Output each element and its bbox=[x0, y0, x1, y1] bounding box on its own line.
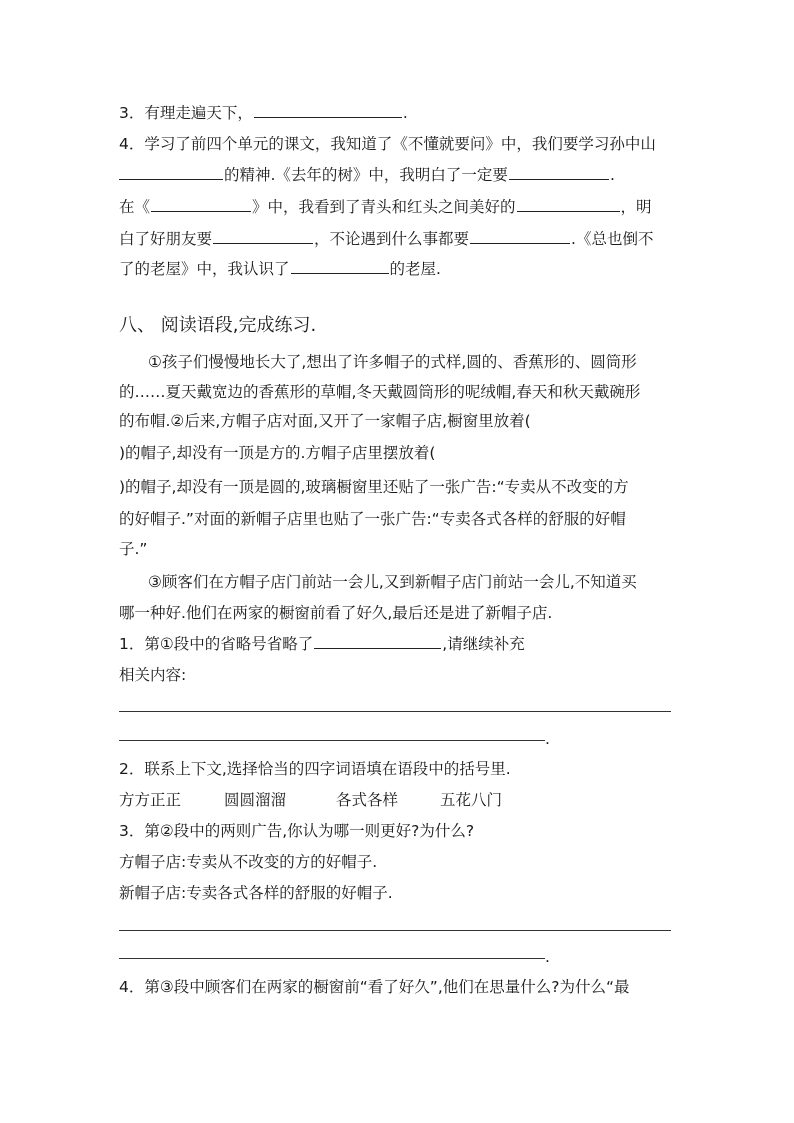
passage-line: )的帽子,却没有一顶是方的.方帽子店里摆放着( bbox=[119, 444, 436, 462]
answer-blank[interactable] bbox=[151, 195, 251, 212]
word-option: 圆圆溜溜 bbox=[224, 791, 287, 809]
answer-end-dot: . bbox=[545, 948, 550, 966]
question-4-line-2: 的精神.《去年的树》中，我明白了一定要 . bbox=[119, 163, 615, 186]
answer-blank[interactable] bbox=[291, 257, 389, 274]
word-option: 五花八门 bbox=[440, 791, 503, 809]
answer-end-dot: . bbox=[545, 730, 550, 748]
passage-line: 哪一种好.他们在两家的橱窗前看了好久,最后还是进了新帽子店. bbox=[119, 604, 553, 622]
passage-line: 的好帽子.”对面的新帽子店里也贴了一张广告:“专卖各式各样的舒服的好帽 bbox=[119, 510, 626, 528]
passage-line: )的帽子,却没有一顶是圆的,玻璃橱窗里还贴了一张广告:“专卖从不改变的方 bbox=[119, 478, 629, 496]
answer-blank[interactable] bbox=[119, 163, 223, 180]
answer-line[interactable] bbox=[119, 930, 671, 931]
question-4-line-4: 白了好朋友要 ，不论遇到什么事都要 .《总也倒不 bbox=[119, 227, 653, 250]
answer-line[interactable] bbox=[119, 740, 545, 741]
question-4-line-1: 4．学习了前四个单元的课文，我知道了《不懂就要问》中，我们要学习孙中山 bbox=[119, 135, 656, 153]
answer-blank[interactable] bbox=[517, 195, 620, 212]
reading-question-2: 2．联系上下文,选择恰当的四字词语填在语段中的括号里. bbox=[119, 760, 511, 778]
reading-question-4: 4．第③段中顾客们在两家的橱窗前“看了好久”,他们在思量什么?为什么“最 bbox=[119, 978, 630, 996]
reading-question-1-prompt: 相关内容: bbox=[119, 666, 187, 684]
section-title: 八、 阅读语段,完成练习. bbox=[119, 315, 317, 336]
passage-line: 的……夏天戴宽边的香蕉形的草帽,冬天戴圆筒形的呢绒帽,春天和秋天戴碗形 bbox=[119, 383, 641, 401]
answer-line[interactable] bbox=[119, 711, 671, 712]
question-4-line-5: 了的老屋》中，我认识了 的老屋. bbox=[119, 257, 441, 280]
passage-line: 子.” bbox=[119, 540, 148, 558]
passage-paragraph-3-line-1: ③顾客们在方帽子店门前站一会儿,又到新帽子店门前站一会儿,不知道买 bbox=[148, 573, 637, 591]
advertisement-1: 方帽子店:专卖从不改变的方的好帽子. bbox=[119, 853, 378, 871]
answer-line[interactable] bbox=[119, 958, 545, 959]
answer-blank[interactable] bbox=[509, 163, 609, 180]
answer-blank[interactable] bbox=[314, 632, 441, 649]
word-option: 各式各样 bbox=[336, 791, 399, 809]
answer-blank[interactable] bbox=[254, 101, 402, 118]
advertisement-2: 新帽子店:专卖各式各样的舒服的好帽子. bbox=[119, 884, 393, 902]
passage-paragraph-1-line-1: ①孩子们慢慢地长大了,想出了许多帽子的式样,圆的、香蕉形的、圆筒形 bbox=[148, 353, 637, 371]
answer-blank[interactable] bbox=[213, 227, 313, 244]
word-option: 方方正正 bbox=[119, 791, 182, 809]
answer-blank[interactable] bbox=[470, 227, 570, 244]
question-3: 3．有理走遍天下， . bbox=[119, 101, 408, 124]
reading-question-1: 1．第①段中的省略号省略了 ,请继续补充 bbox=[119, 632, 525, 655]
passage-line: 的布帽.②后来,方帽子店对面,又开了一家帽子店,橱窗里放着( bbox=[119, 412, 531, 430]
reading-question-3: 3．第②段中的两则广告,你认为哪一则更好?为什么? bbox=[119, 822, 475, 840]
question-4-line-3: 在《 》中，我看到了青头和红头之间美好的 ，明 bbox=[119, 195, 652, 218]
